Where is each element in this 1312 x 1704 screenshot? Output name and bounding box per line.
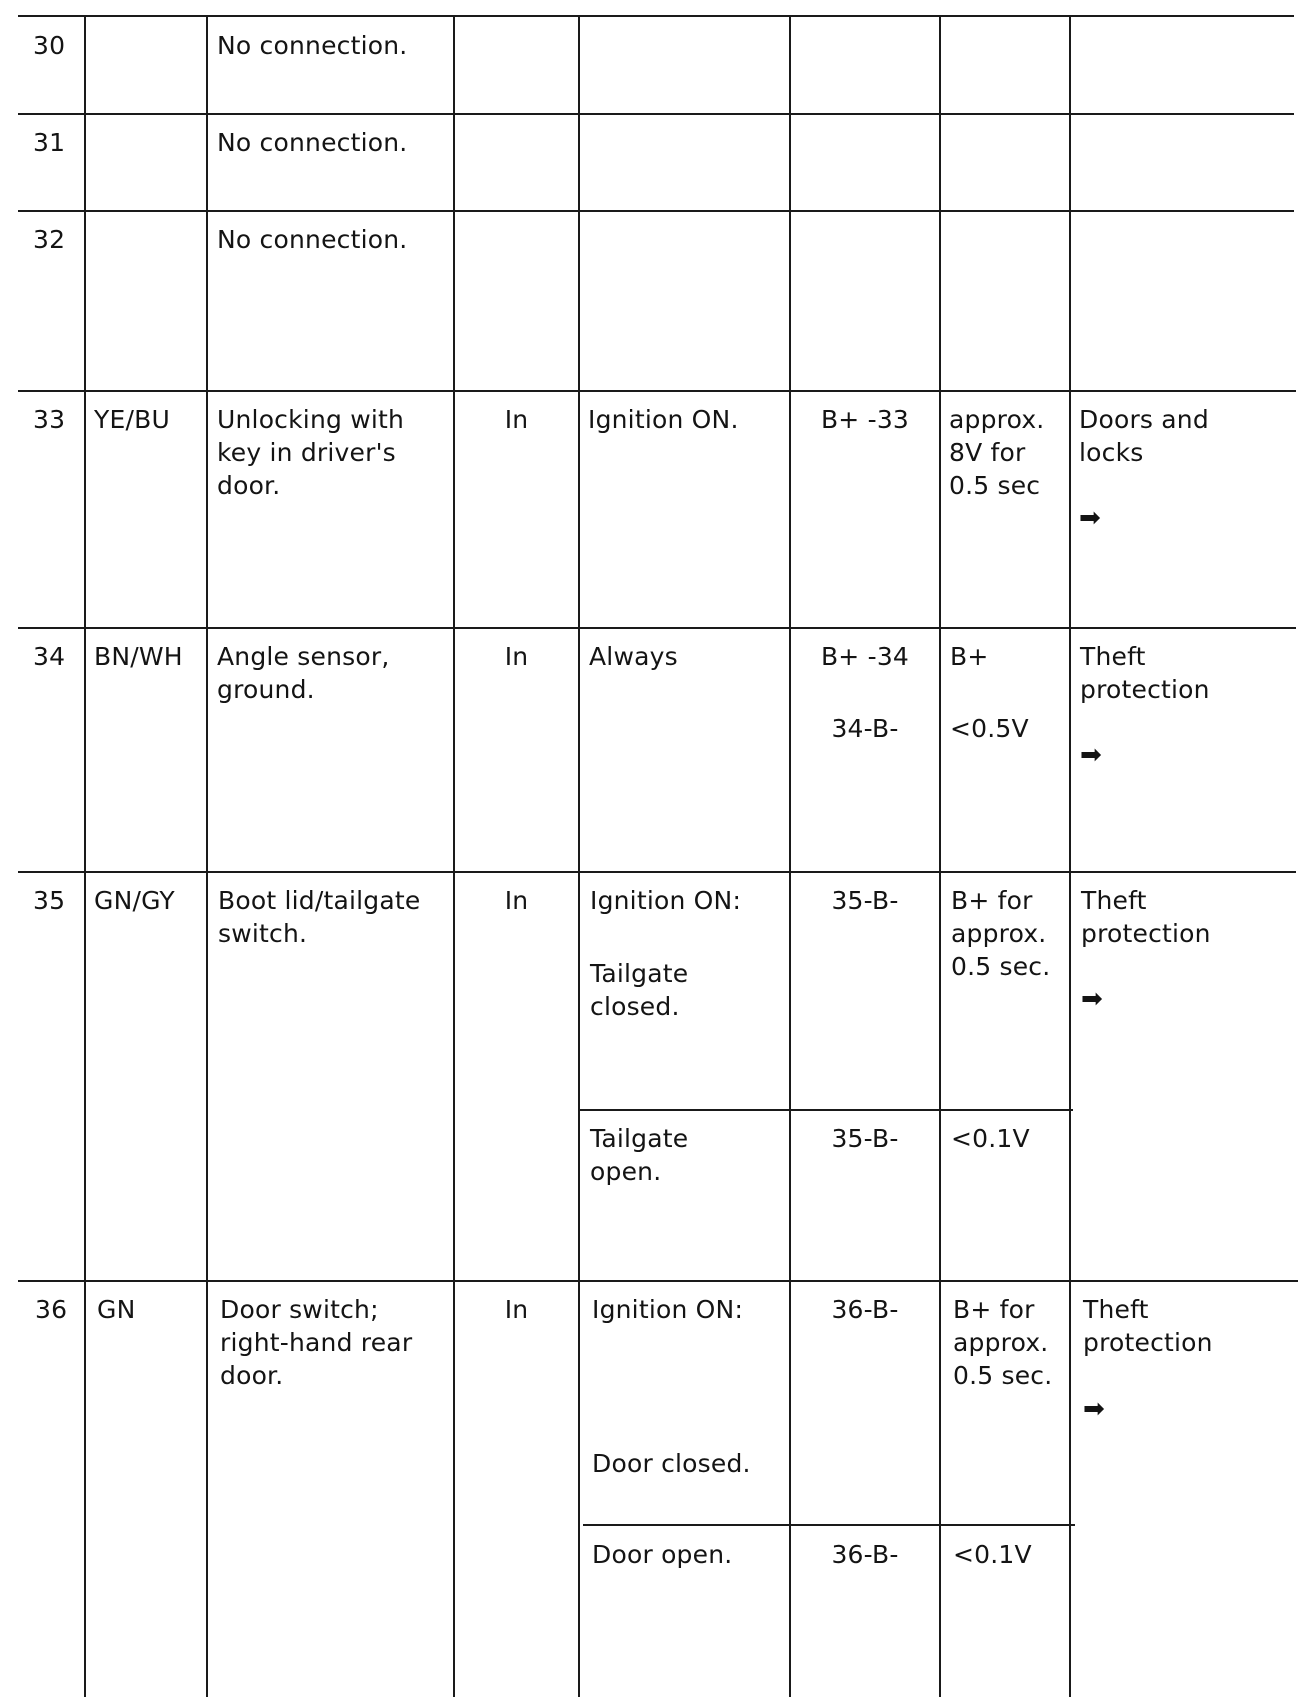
test-condition: Ignition ON:	[592, 1295, 744, 1324]
test-condition: Always	[589, 642, 678, 671]
reference-link[interactable]: Doors and locks	[1079, 405, 1209, 467]
pin-number: 32	[33, 225, 66, 254]
wire-color: GN	[97, 1295, 136, 1324]
wire-color: GN/GY	[94, 886, 175, 915]
sub-row-rule	[580, 1109, 1073, 1111]
reference-link[interactable]: Theft protection	[1081, 886, 1211, 948]
signal-direction: In	[504, 642, 529, 671]
reference-link[interactable]: Theft protection	[1080, 642, 1210, 704]
nominal-value-2: <0.5V	[950, 714, 1029, 743]
wire-color: BN/WH	[94, 642, 183, 671]
col-rule	[206, 15, 208, 1697]
measure-between-2: 35-B-	[831, 1124, 899, 1153]
col-rule	[578, 15, 580, 1697]
pin-number: 30	[33, 31, 66, 60]
wire-color: YE/BU	[94, 405, 170, 434]
nominal-value: B+ for approx. 0.5 sec.	[953, 1295, 1053, 1390]
signal-direction: In	[504, 405, 529, 434]
link-arrow-icon[interactable]: ➡	[1081, 984, 1103, 1014]
pin-number: 36	[35, 1295, 68, 1324]
nominal-value-2: <0.1V	[953, 1540, 1032, 1569]
row-rule	[18, 113, 1294, 115]
row-rule	[18, 1280, 1298, 1282]
col-rule	[453, 15, 455, 1697]
pin-description: Door switch; right-hand rear door.	[220, 1295, 413, 1390]
test-condition-detail: Tailgate closed.	[590, 959, 689, 1021]
measure-between-2: 36-B-	[831, 1540, 899, 1569]
pin-number: 34	[33, 642, 66, 671]
link-arrow-icon[interactable]: ➡	[1083, 1394, 1105, 1424]
pin-number: 31	[33, 128, 66, 157]
col-rule	[789, 15, 791, 1697]
nominal-value: B+ for approx. 0.5 sec.	[951, 886, 1051, 981]
test-condition: Ignition ON.	[588, 405, 739, 434]
pin-number: 33	[33, 405, 66, 434]
measure-between: B+ -33	[820, 405, 910, 434]
signal-direction: In	[504, 1295, 529, 1324]
row-rule	[18, 871, 1296, 873]
pin-number: 35	[33, 886, 66, 915]
pin-description: Unlocking with key in driver's door.	[217, 405, 405, 500]
reference-link[interactable]: Theft protection	[1083, 1295, 1213, 1357]
col-rule	[84, 15, 86, 1697]
pin-description: No connection.	[217, 31, 408, 60]
pin-description: Boot lid/tailgate switch.	[218, 886, 421, 948]
test-condition: Ignition ON:	[590, 886, 742, 915]
row-rule	[18, 627, 1296, 629]
signal-direction: In	[504, 886, 529, 915]
pin-description: No connection.	[217, 128, 408, 157]
measure-between: B+ -34	[820, 642, 910, 671]
row-rule	[18, 15, 1294, 17]
measure-between: 35-B-	[831, 886, 899, 915]
link-arrow-icon[interactable]: ➡	[1080, 740, 1102, 770]
col-rule	[939, 15, 941, 1697]
nominal-value-2: <0.1V	[951, 1124, 1030, 1153]
nominal-value: approx. 8V for 0.5 sec	[949, 405, 1045, 500]
link-arrow-icon[interactable]: ➡	[1079, 503, 1101, 533]
test-condition-2: Tailgate open.	[590, 1124, 689, 1186]
measure-between-2: 34-B-	[831, 714, 899, 743]
pin-description: Angle sensor, ground.	[217, 642, 390, 704]
row-rule	[18, 390, 1296, 392]
pin-description: No connection.	[217, 225, 408, 254]
nominal-value: B+	[950, 642, 989, 671]
measure-between: 36-B-	[831, 1295, 899, 1324]
test-condition-2: Door open.	[592, 1540, 733, 1569]
col-rule	[1069, 15, 1071, 1697]
sub-row-rule	[583, 1524, 1075, 1526]
test-condition-detail: Door closed.	[592, 1449, 751, 1478]
row-rule	[18, 210, 1294, 212]
